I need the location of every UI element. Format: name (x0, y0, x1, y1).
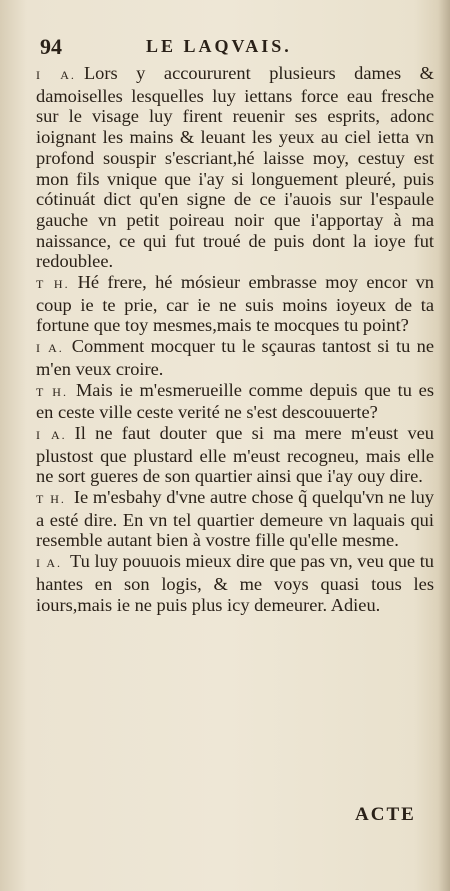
dialogue-line: Comment mocquer tu le sçauras tantost si tu ne m'en veux croire. (36, 336, 435, 379)
dialogue-paragraph (36, 423, 434, 487)
dialogue-paragraph (36, 336, 434, 379)
speaker-label: T H. (36, 384, 68, 399)
dialogue-paragraph (36, 551, 434, 615)
dialogue-line: Ie m'esbahy d'vne autre chose q̃ quelqu'vn ne luy a esté dire. En vn tel quartier demeure vn laquais qui resemble autant bien à vostre fille qu'elle mesme. (36, 487, 434, 551)
dialogue-paragraph (36, 272, 434, 336)
dialogue-paragraph (36, 63, 434, 272)
dialogue-line: Mais ie m'esmerueille comme depuis que tu es en ceste ville ceste verité ne s'est descouuerte? (36, 379, 434, 423)
page-edge-shadow (438, 0, 450, 891)
dialogue-line: Hé frere, hé mósieur embrasse moy encor vn coup ie te prie, car ie ne suis moins ioyeux de ta fortune que toy mesmes,mais te mocques tu point? (36, 272, 434, 336)
dialogue-line: Lors y accoururent plusieurs dames & damoiselles lesquelles luy iettans force eau fresche sur le visage luy firent reuenir ses esprits, adonc ioignant les mains & leuant les yeux au ciel ietta vn profond souspir s'escriant,hé laisse moy, cestuy est mon fils vnique que i'ay si longuement pleuré, puis cótinuát dict qu'en signe de ce i'auois sur l'espaule gauche vn petit poireau noir que i'apportay à ma naissance, ce qui fut troué de puis dont la ioye fut redoublee. (36, 63, 434, 272)
page-number: 94 (40, 34, 62, 59)
speaker-label: I A. (36, 556, 63, 571)
speaker-label: I A. (36, 341, 64, 356)
page-header (40, 34, 440, 62)
speaker-label: I A. (36, 427, 67, 442)
dialogue-line: Tu luy pouuois mieux dire que pas vn, veu que tu hantes en son logis, & me voys quasi tous les iours,mais ie ne puis plus icy demeurer. Adieu. (36, 551, 435, 615)
speaker-label: I A. (36, 68, 76, 82)
speaker-label: T H. (36, 277, 70, 292)
dialogue-paragraph (36, 380, 434, 423)
dialogue-line: Il ne faut douter que si ma mere m'eust veu plustost que plustard elle m'eust recogneu, mais elle ne sort gueres de son quartier ainsi que i'ay ouy dire. (36, 422, 435, 487)
dialogue-paragraph (36, 487, 434, 551)
speaker-label: T H. (36, 492, 66, 507)
dialogue-text (36, 63, 434, 615)
catchword: ACTE (355, 804, 416, 825)
running-head: LE LAQVAIS. (146, 36, 292, 56)
